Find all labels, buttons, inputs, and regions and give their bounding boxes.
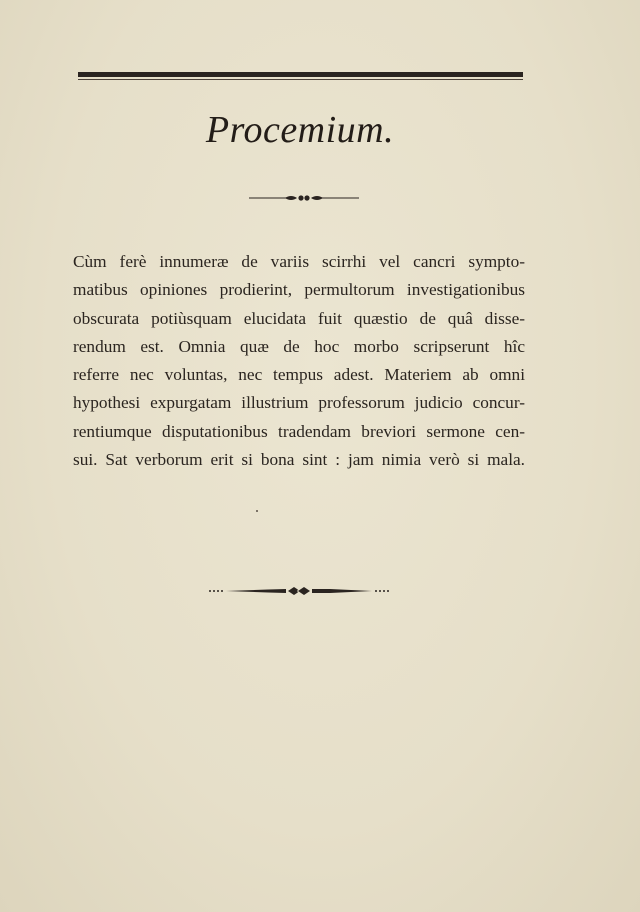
paragraph-line: Cùm ferè innumeræ de variis scirrhi vel cancri sympto- [73, 252, 525, 271]
paragraph-line: obscurata potiùsquam elucidata fuit quæstio de quâ disse- [73, 308, 525, 328]
paper-speck [256, 510, 258, 512]
paragraph-line: sui. Sat verborum erit si bona sint : jam nimia verò si mala. [73, 450, 525, 470]
flourish-icon [208, 584, 390, 598]
paragraph-line: rentiumque disputationibus tradendam breviori sermone cen- [73, 421, 525, 441]
paragraph-line: rendum est. Omnia quæ de hoc morbo scripserunt hîc [73, 336, 525, 356]
header-rule [78, 72, 523, 77]
page-title: Procemium. [205, 109, 395, 151]
preface-paragraph [73, 248, 525, 474]
paragraph-line: referre nec voluntas, nec tempus adest. Materiem ab omni [73, 365, 525, 385]
flourish-icon [249, 192, 359, 204]
paragraph-line: hypothesi expurgatam illustrium professorum judicio concur- [73, 393, 525, 413]
paragraph-line: matibus opiniones prodierint, permultorum investigationibus [73, 280, 525, 300]
header-rule-thin [78, 79, 523, 80]
